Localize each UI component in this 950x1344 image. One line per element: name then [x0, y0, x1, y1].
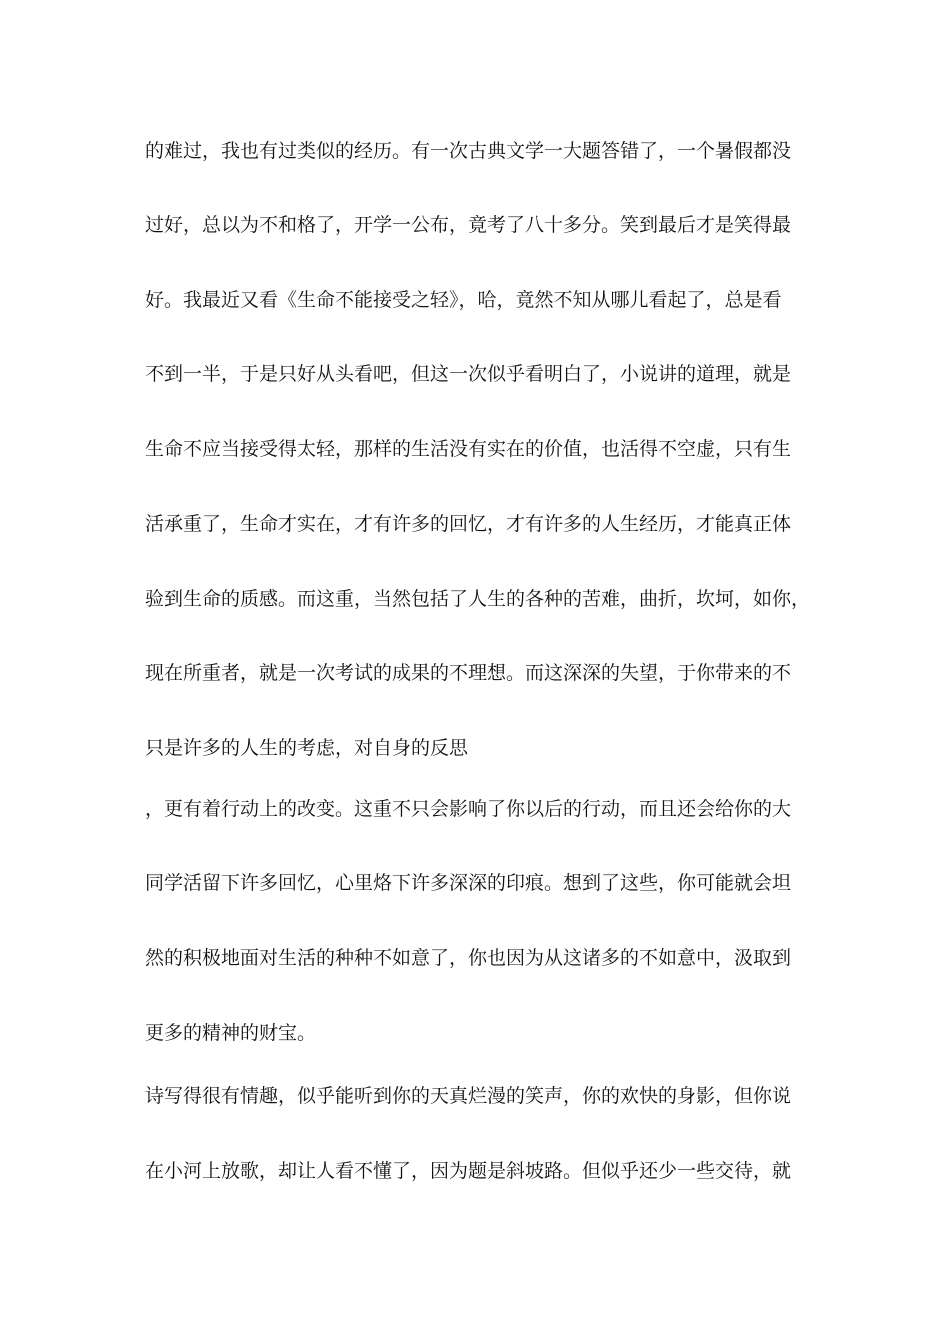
text-line: 生命不应当接受得太轻，那样的生活没有实在的价值，也活得不空虚，只有生 [145, 438, 792, 460]
text-line: 诗写得很有情趣，似乎能听到你的天真烂漫的笑声，你的欢快的身影，但你说 [145, 1085, 792, 1107]
text-line: 在小河上放歌，却让人看不懂了，因为题是斜坡路。但似乎还少一些交待，就 [145, 1160, 792, 1182]
text-line: 然的积极地面对生活的种种不如意了，你也因为从这诸多的不如意中，汲取到 [145, 947, 792, 969]
text-line: 现在所重者，就是一次考试的成果的不理想。而这深深的失望，于你带来的不 [145, 662, 792, 684]
text-line: 活承重了，生命才实在，才有许多的回忆，才有许多的人生经历，才能真正体 [145, 513, 792, 535]
text-line: 好。我最近又看《生命不能接受之轻》，哈，竟然不知从哪儿看起了，总是看 [145, 289, 782, 311]
text-line: 只是许多的人生的考虑，对自身的反思 [145, 737, 469, 759]
text-line: 过好，总以为不和格了，开学一公布，竟考了八十多分。笑到最后才是笑得最 [145, 214, 792, 236]
text-line: 的难过，我也有过类似的经历。有一次古典文学一大题答错了，一个暑假都没 [145, 140, 792, 162]
text-line: 不到一半，于是只好从头看吧，但这一次似乎看明白了，小说讲的道理，就是 [145, 363, 792, 385]
text-line: 同学活留下许多回忆，心里烙下许多深深的印痕。想到了这些，你可能就会坦 [145, 872, 792, 894]
text-line: 验到生命的质感。而这重，当然包括了人生的各种的苦难，曲折，坎坷，如你， [145, 588, 811, 610]
text-line: ，更有着行动上的改变。这重不只会影响了你以后的行动，而且还会给你的大 [145, 798, 792, 820]
text-line: 更多的精神的财宝。 [145, 1022, 317, 1044]
